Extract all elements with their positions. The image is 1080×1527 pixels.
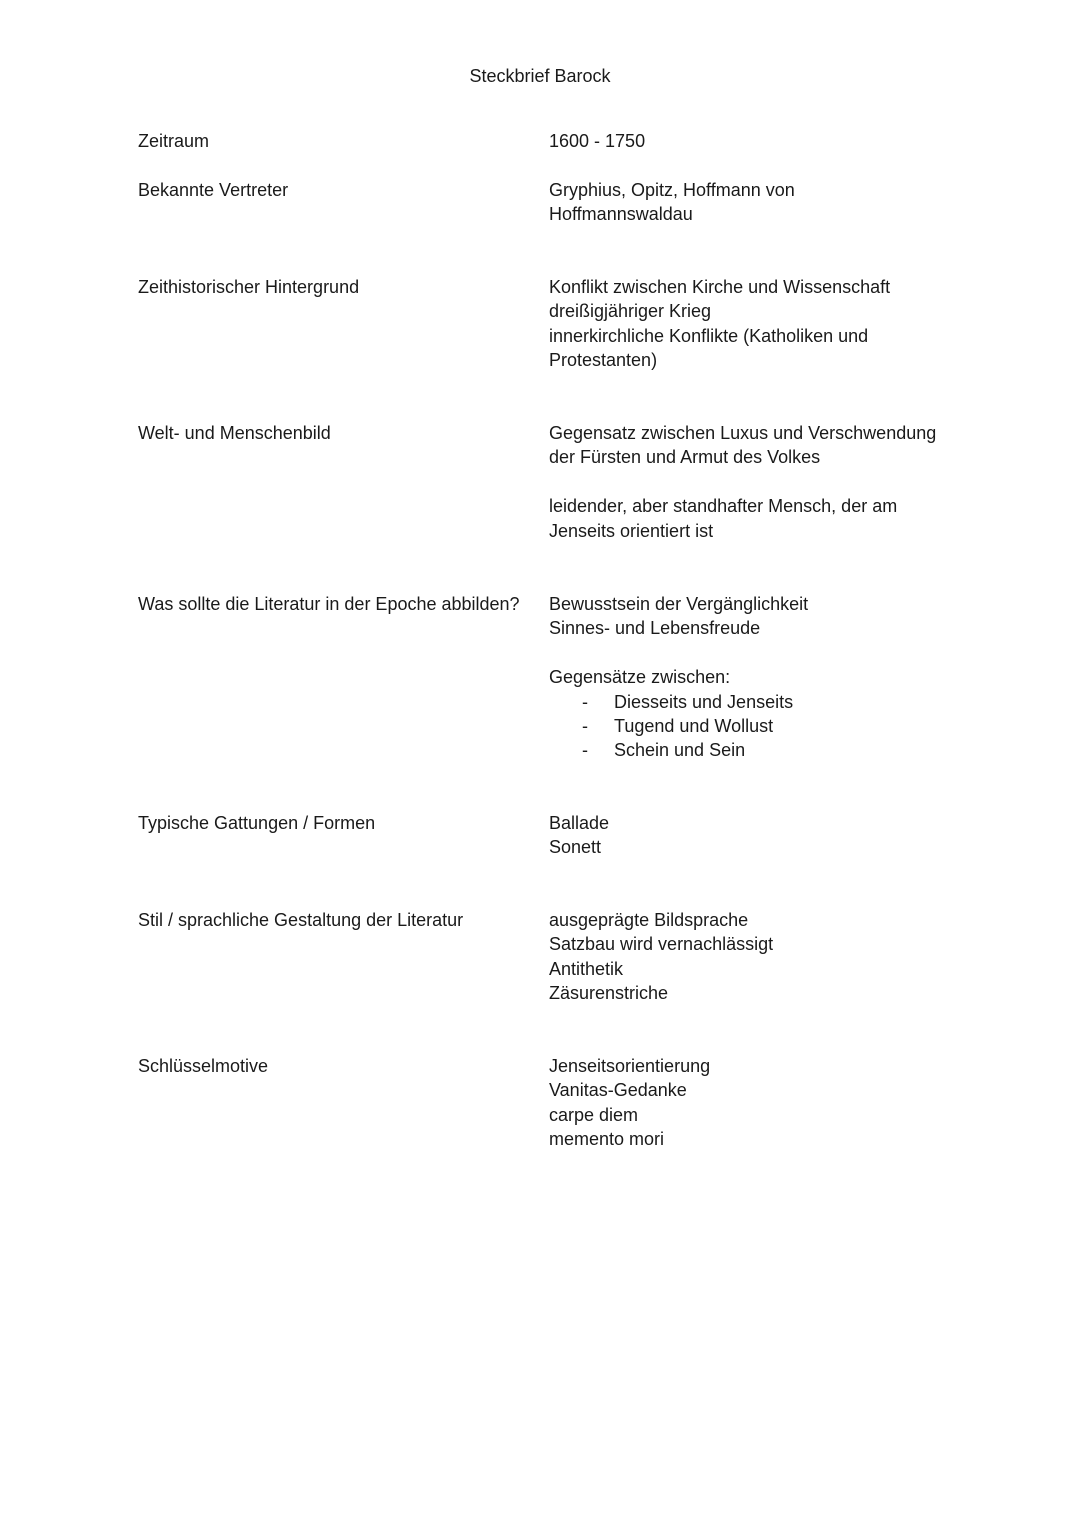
value-zeitraum: [549, 129, 969, 153]
label-vertreter: Bekannte Vertreter: [138, 180, 289, 200]
value-line: Vanitas-Gedanke: [549, 1080, 687, 1101]
value-line: Sinnes- und Lebensfreude: [549, 618, 761, 639]
value-vertreter: [549, 178, 969, 227]
list-item-text: Diesseits und Jenseits: [614, 691, 794, 712]
value-line: Jenseitsorientierung: [549, 1056, 711, 1076]
bullet-dash: -: [582, 740, 588, 761]
bullet-dash: -: [582, 716, 588, 737]
label-stil: Stil / sprachliche Gestaltung der Literatur: [138, 910, 464, 930]
value-line: Konflikt zwischen Kirche und Wissenschaft: [549, 277, 891, 297]
value-literatur: [549, 592, 969, 763]
value-motive: [549, 1054, 969, 1152]
value-line: Antithetik: [549, 958, 624, 979]
value-line: der Fürsten und Armut des Volkes: [549, 447, 821, 468]
value-line: Bewusstsein der Vergänglichkeit: [549, 594, 809, 614]
value-line: Protestanten): [549, 350, 658, 371]
label-gattungen: Typische Gattungen / Formen: [138, 813, 376, 833]
page-title: Steckbrief Barock: [469, 66, 611, 86]
value-gattungen: [549, 811, 969, 860]
value-line: dreißigjähriger Krieg: [549, 301, 712, 322]
list-item: [549, 738, 969, 762]
value-line: Gegensatz zwischen Luxus und Verschwendung: [549, 423, 937, 443]
value-line: ausgeprägte Bildsprache: [549, 910, 749, 930]
paragraph-gap: [549, 470, 969, 494]
list-item: [549, 714, 969, 738]
paragraph-gap: [549, 641, 969, 665]
label-zeitraum: Zeitraum: [138, 131, 210, 151]
value-line: innerkirchliche Konflikte (Katholiken und: [549, 325, 869, 346]
value-line: Satzbau wird vernachlässigt: [549, 934, 774, 955]
value-line: 1600 - 1750: [549, 131, 646, 151]
value-line: Gegensätze zwischen:: [549, 667, 731, 688]
list-item-text: Tugend und Wollust: [614, 716, 774, 737]
value-line: Zäsurenstriche: [549, 983, 669, 1004]
value-line: Hoffmannswaldau: [549, 204, 693, 225]
value-line: leidender, aber standhafter Mensch, der am: [549, 496, 898, 517]
label-hintergrund: Zeithistorischer Hintergrund: [138, 277, 360, 297]
value-line: Gryphius, Opitz, Hoffmann von: [549, 180, 795, 200]
value-hintergrund: [549, 275, 969, 373]
bullet-dash: -: [582, 691, 588, 712]
value-line: Sonett: [549, 837, 602, 858]
value-line: memento mori: [549, 1129, 665, 1150]
value-line: carpe diem: [549, 1104, 639, 1125]
value-stil: [549, 908, 969, 1006]
contrast-list: [549, 690, 969, 763]
label-literatur: Was sollte die Literatur in der Epoche abbilden?: [138, 594, 520, 614]
value-line: Ballade: [549, 813, 610, 833]
value-weltbild: [549, 421, 969, 543]
label-motive: Schlüsselmotive: [138, 1056, 269, 1076]
label-weltbild: Welt- und Menschenbild: [138, 423, 331, 443]
list-item: [549, 690, 969, 714]
value-line: Jenseits orientiert ist: [549, 520, 714, 541]
list-item-text: Schein und Sein: [614, 740, 746, 761]
